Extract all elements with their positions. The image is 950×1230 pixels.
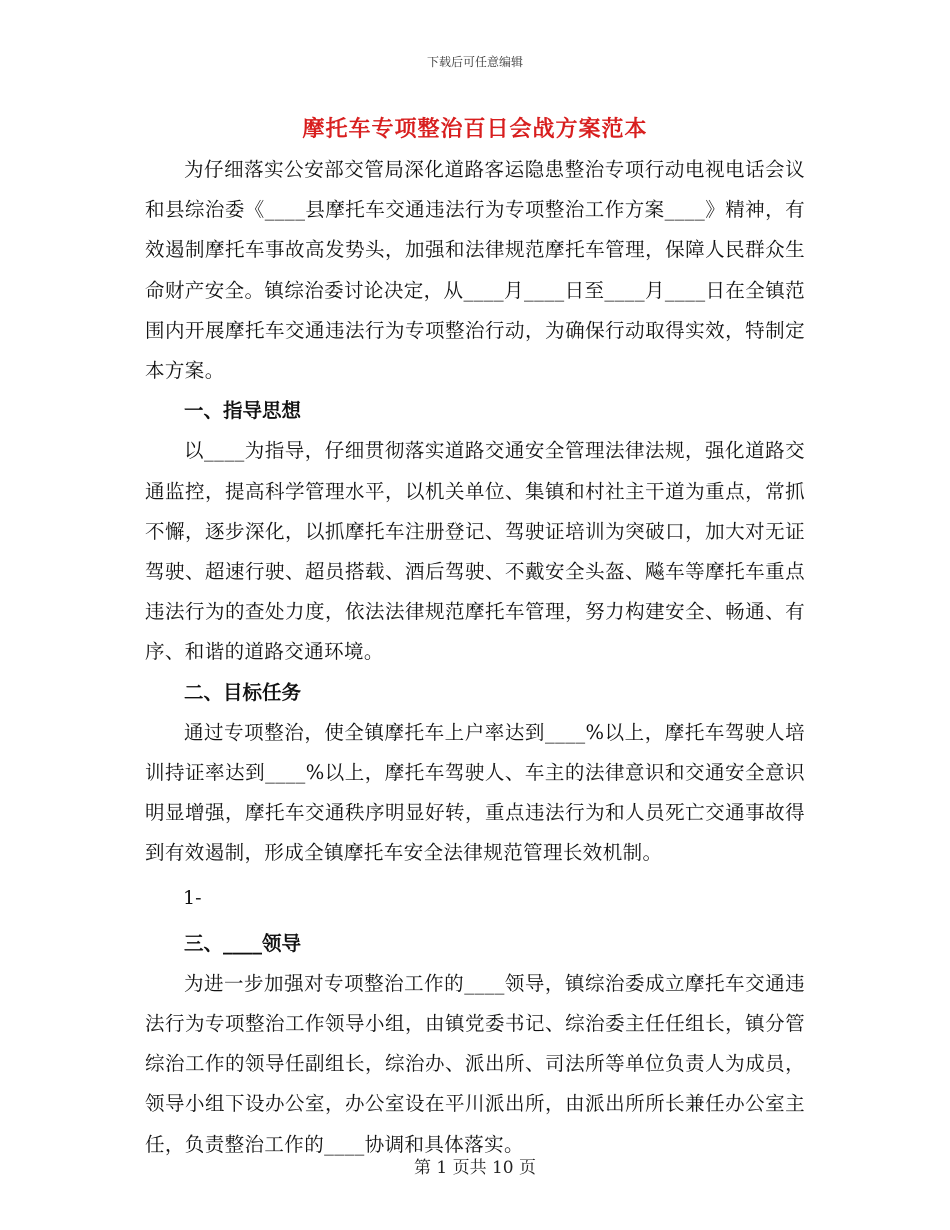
- section-heading-guiding-ideology: 一、指导思想: [184, 399, 302, 423]
- header-note: 下载后可任意编辑: [426, 55, 523, 69]
- page-marker: 1-: [183, 886, 202, 909]
- section-body-guiding-ideology: 以____为指导，仔细贯彻落实道路交通安全管理法律法规，强化道路交通监控，提高科学管理水平，以机关单位、集镇和村社主干道为重点，常抓不懈，逐步深化，以抓摩托车注册登记、驾驶证培训为突破口，加大对无证驾驶、超速行驶、超员搭载、酒后驾驶、不戴安全头盔、飚车等摩托车重点违法行为的查处力度，依法法律规范摩托车管理，努力构建安全、畅通、有序、和谐的道路交通环境。: [145, 439, 805, 664]
- document-title: 摩托车专项整治百日会战方案范本: [302, 116, 648, 142]
- page-footer: 第 1 页共 10 页: [413, 1158, 537, 1178]
- section-body-leadership: 为进一步加强对专项整治工作的____领导，镇综治委成立摩托车交通违法行为专项整治工作领导小组，由镇党委书记、综治委主任任组长，镇分管综治工作的领导任副组长，综治办、派出所、司法所等单位负责人为成员，领导小组下设办公室，办公室设在平川派出所，由派出所所长兼任办公室主任，负责整治工作的____协调和具体落实。: [145, 971, 805, 1156]
- section-heading-leadership: 三、____领导: [184, 931, 302, 955]
- intro-paragraph: 为仔细落实公安部交管局深化道路客运隐患整治专项行动电视电话会议和县综治委《____县摩托车交通违法行为专项整治工作方案____》精神，有效遏制摩托车事故高发势头，加强和法律规范摩托车管理，保障人民群众生命财产安全。镇综治委讨论决定，从____月____日至____月____日在全镇范围内开展摩托车交通违法行为专项整治行动，为确保行动取得实效，特制定本方案。: [145, 158, 805, 383]
- section-body-goals: 通过专项整治，使全镇摩托车上户率达到____%以上，摩托车驾驶人培训持证率达到____%以上，摩托车驾驶人、车主的法律意识和交通安全意识明显增强，摩托车交通秩序明显好转，重点违法行为和人员死亡交通事故得到有效遏制，形成全镇摩托车安全法律规范管理长效机制。: [145, 720, 805, 865]
- document-body: [145, 150, 805, 1165]
- section-heading-goals: 二、目标任务: [184, 680, 302, 704]
